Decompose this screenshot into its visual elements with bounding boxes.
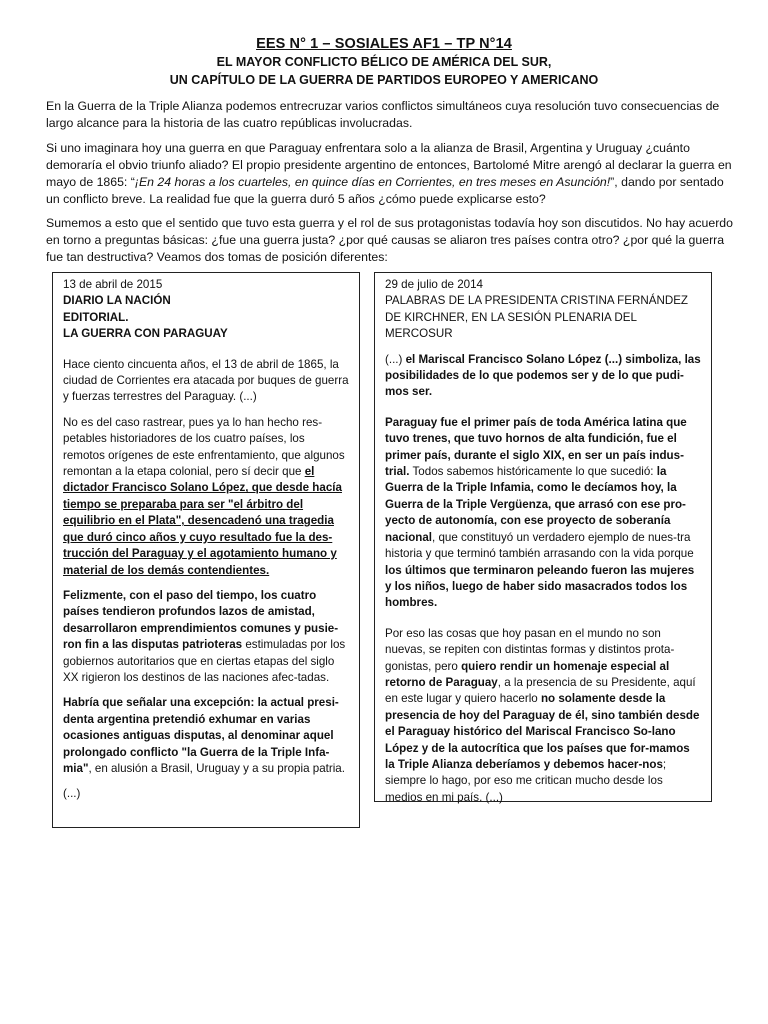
editorial-paragraph-1: Hace ciento cincuenta años, el 13 de abril de 1865, la ciudad de Corrientes era atacada por buques de guerra y fuerzas terrestres del Paraguay. (...) — [63, 357, 349, 404]
kirchner-speech-box — [374, 272, 712, 802]
editorial-type: EDITORIAL. — [63, 310, 129, 324]
document-subtitle-line-2: UN CAPÍTULO DE LA GUERRA DE PARTIDOS EUROPEO Y AMERICANO — [169, 73, 599, 87]
editorial-paragraph-2: No es del caso rastrear, pues ya lo han hecho res-petables historiadores de los cuatro países, los remotos orígenes de este enfrentamiento, que algunos remontan a la etapa colonial, pero sí decir que el dictador Francisco Solano López, que desde hacía tiempo se preparaba para ser "el árbitro del equilibrio en el Plata", desencadenó una tragedia que duró cinco años y cuyo resultado fue la des-trucción del Paraguay y el agotamiento humano y material de los demás contendientes. — [63, 415, 345, 577]
editorial-paragraph-4: Habría que señalar una excepción: la actual presi-denta argentina pretendió exhumar en varias ocasiones antiguas disputas, al denominar aquel prolongado conflicto "la Guerra de la Triple Infa-mia", en alusión a Brasil, Uruguay y a su propia patria. — [63, 696, 345, 775]
editorial-underlined-passage: el dictador Francisco Solano López, que desde hacía tiempo se preparaba para ser "el árbitro del equilibrio en el Plata", desencadenó una tragedia que duró cinco años y cuyo resultado fue la des-trucción del Paraguay y el agotamiento humano y material de los demás contendientes. — [63, 465, 342, 577]
editorial-ellipsis: (...) — [63, 787, 81, 801]
editorial-paragraph-3: Felizmente, con el paso del tiempo, los cuatro países tendieron profundos lazos de amistad, desarrollaron emprendimientos comunes y pusie-ron fin a las disputas patrioteras estimuladas por los gobiernos autoritarios que en ciertas etapas del siglo XX rigieron los destinos de las naciones afec-tadas. — [63, 588, 346, 684]
speech-date: 29 de julio de 2014 — [385, 278, 483, 291]
document-subtitle-line-1: EL MAYOR CONFLICTO BÉLICO DE AMÉRICA DEL SUR, — [216, 55, 552, 69]
intro-paragraph-1: En la Guerra de la Triple Alianza podemos entrecruzar varios conflictos simultáneos cuya resolución tuvo consecuencias de largo alcance para la historia de las cuatro repúblicas involucradas. — [46, 99, 720, 130]
la-nacion-editorial-box — [52, 272, 360, 828]
speech-paragraph-1: (...) el Mariscal Francisco Solano López (...) simboliza, las posibilidades de lo que podemos ser y de lo que pudi-mos ser. — [385, 352, 701, 399]
editorial-heading: LA GUERRA CON PARAGUAY — [63, 327, 228, 341]
speech-paragraph-3: Por eso las cosas que hoy pasan en el mundo no son nuevas, se repiten con distintas formas y distintos prota-gonistas, pero quiero rendir un homenaje especial al retorno de Paraguay, a la presencia de su Presidente, aquí en este lugar y quiero hacerlo no solamente desde la presencia de hoy del Paraguay de él, sino también desde el Paraguay histórico del Mariscal Francisco So-lano López y de la autocrítica que los países que for-mamos la Triple Alianza deberíamos y debemos hacer-nos; siempre lo hago, por eso me critican mucho desde los medios en mi país. (...) — [385, 626, 700, 804]
intro-paragraph-2-end: ”, dando por sentado un conflicto breve. La realidad fue que la guerra duró 5 años ¿cómo puede explicarse esto? — [46, 175, 724, 206]
editorial-date: 13 de abril de 2015 — [63, 278, 163, 291]
intro-paragraph-2-start: Si uno imaginara hoy una guerra en que Paraguay enfrentara solo a la alianza de Brasil, Argentina y Uruguay ¿cuánto demoraría el obvio triunfo aliado? El propio presidente argentino de entonces, Bartolomé Mitre arengó al declarar la guerra en mayo de 1865: “ — [46, 141, 732, 189]
editorial-source: DIARIO LA NACIÓN — [63, 294, 171, 308]
speech-heading: PALABRAS DE LA PRESIDENTA CRISTINA FERNÁNDEZ DE KIRCHNER, EN LA SESIÓN PLENARIA DEL MERCOSUR — [385, 294, 689, 341]
intro-paragraph-2 — [46, 140, 736, 208]
speech-paragraph-2: Paraguay fue el primer país de toda América latina que tuvo trenes, que tuvo hornos de alta fundición, fue el primer país, durante el siglo XIX, en ser un país indus-trial. Todos sabemos históricamente lo que sucedió: la Guerra de la Triple Infamia, como le decíamos hoy, la Guerra de la Triple Vergüenza, que arrasó con ese pro-yecto de autonomía, con ese proyecto de soberanía nacional, que constituyó un verdadero ejemplo de nues-tra historia y que terminó también arrasando con la vida porque los últimos que terminaron peleando fueron las mujeres y los niños, luego de haber sido masacrados todos los hombres. — [385, 415, 695, 610]
document-title: EES N° 1 – SOSIALES AF1 – TP N°14 — [256, 36, 512, 52]
intro-paragraph-3: Sumemos a esto que el sentido que tuvo esta guerra y el rol de sus protagonistas todavía hoy son discutidos. No hay acuerdo en torno a preguntas básicas: ¿fue una guerra justa? ¿por qué causas se aliaron tres países contra otro? ¿por qué la guerra fue tan destructiva? Veamos dos tomas de posición diferentes: — [46, 216, 733, 264]
mitre-quote: ¡En 24 horas a los cuarteles, en quince días en Corrientes, en tres meses en Asunción! — [134, 175, 611, 189]
